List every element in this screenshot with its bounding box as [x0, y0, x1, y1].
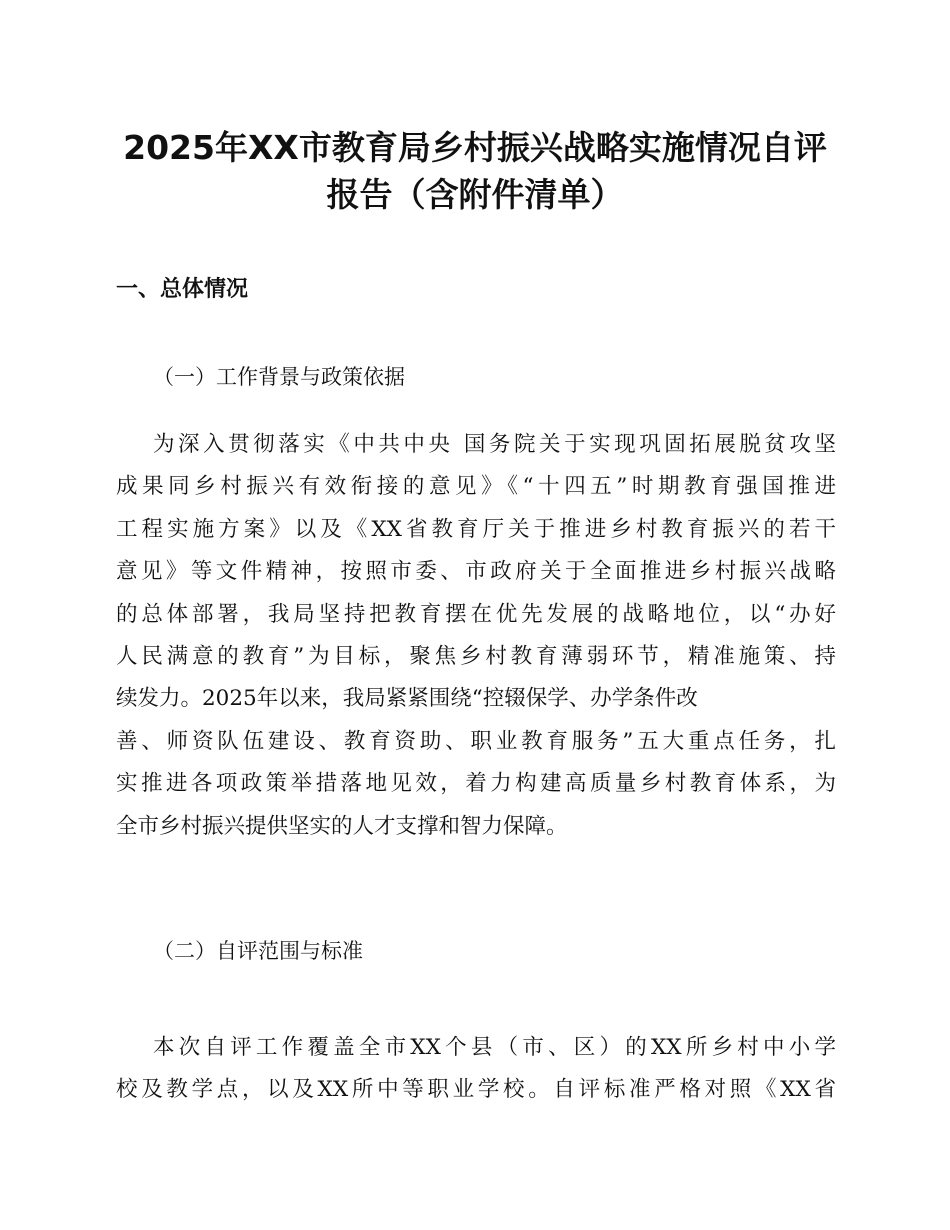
paragraph-line: 意见》等文件精神，按照市委、市政府关于全面推进乡村振兴战略 [116, 559, 836, 585]
paragraph-line: 本次自评工作覆盖全市XX个县（市、区）的XX所乡村中小学 [153, 1035, 836, 1060]
paragraph-line: 实推进各项政策举措落地见效，着力构建高质量乡村教育体系，为 [116, 771, 836, 797]
subsection-heading-background: （一）工作背景与政策依据 [153, 365, 405, 389]
paragraph-line: 善、师资队伍建设、教育资助、职业教育服务”五大重点任务，扎 [116, 728, 836, 754]
paragraph-line: 为深入贯彻落实《中共中央 国务院关于实现巩固拓展脱贫攻坚 [153, 432, 836, 457]
paragraph-line: 成果同乡村振兴有效衔接的意见》《“十四五”时期教育强国推进 [116, 474, 836, 500]
document-title [100, 124, 850, 218]
paragraph-line: 人民满意的教育”为目标，聚焦乡村教育薄弱环节，精准施策、持 [116, 643, 836, 669]
title-line-1: 2025年XX市教育局乡村振兴战略实施情况自评 [123, 128, 827, 167]
subsection-heading-scope: （二）自评范围与标准 [153, 939, 363, 963]
paragraph-line: 续发力。2025年以来，我局紧紧围绕“控辍保学、办学条件改 [116, 686, 698, 712]
title-line-2: 报告（含附件清单） [326, 175, 624, 214]
paragraph-line: 全市乡村振兴提供坚实的人才支撑和智力保障。 [116, 813, 568, 839]
paragraph-background [116, 424, 836, 848]
paragraph-scope [116, 1027, 836, 1112]
paragraph-line: 的总体部署，我局坚持把教育摆在优先发展的战略地位，以“办好 [116, 601, 836, 627]
section-heading-overall: 一、总体情况 [116, 277, 249, 302]
paragraph-line: 工程实施方案》以及《XX省教育厅关于推进乡村教育振兴的若干 [116, 516, 836, 542]
paragraph-line: 校及教学点，以及XX所中等职业学校。自评标准严格对照《XX省 [116, 1077, 836, 1103]
